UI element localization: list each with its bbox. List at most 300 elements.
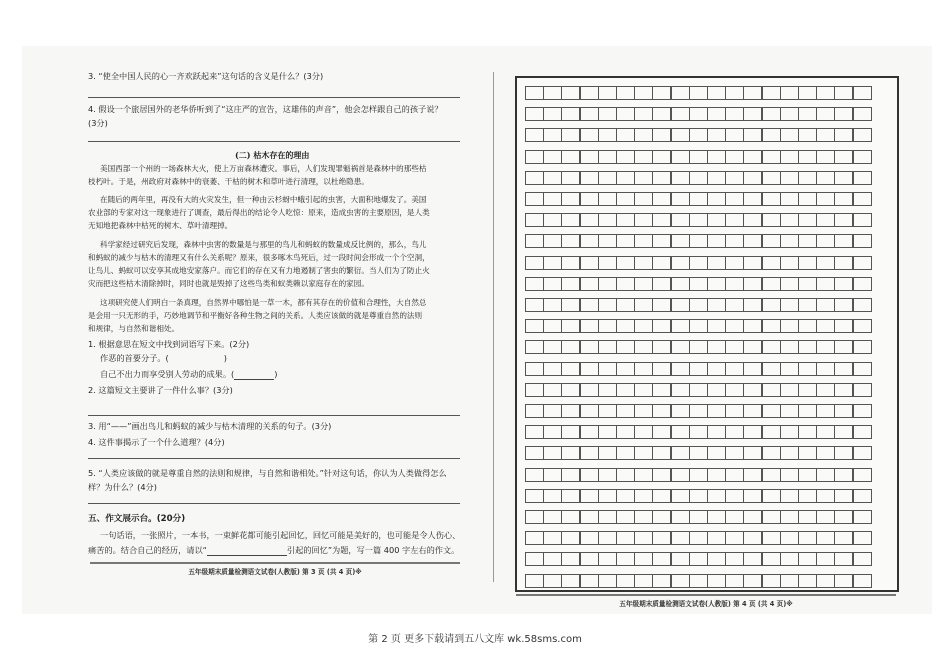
- grid-cell[interactable]: [671, 298, 690, 312]
- grid-cell[interactable]: [689, 256, 708, 270]
- grid-cell[interactable]: [816, 192, 835, 206]
- grid-cell[interactable]: [707, 171, 726, 185]
- grid-cell[interactable]: [762, 362, 781, 376]
- grid-cell[interactable]: [671, 574, 690, 588]
- grid-cell[interactable]: [671, 446, 690, 460]
- grid-cell[interactable]: [798, 531, 817, 545]
- grid-cell[interactable]: [543, 298, 562, 312]
- grid-cell[interactable]: [780, 234, 799, 248]
- grid-cell[interactable]: [634, 468, 653, 482]
- grid-cell[interactable]: [634, 552, 653, 566]
- grid-cell[interactable]: [816, 256, 835, 270]
- grid-cell[interactable]: [561, 192, 580, 206]
- grid-cell[interactable]: [671, 425, 690, 439]
- grid-cell[interactable]: [634, 531, 653, 545]
- grid-cell[interactable]: [580, 340, 599, 354]
- grid-cell[interactable]: [834, 150, 853, 164]
- grid-cell[interactable]: [543, 171, 562, 185]
- grid-cell[interactable]: [725, 531, 744, 545]
- grid-cell[interactable]: [689, 552, 708, 566]
- grid-cell[interactable]: [598, 234, 617, 248]
- grid-cell[interactable]: [743, 489, 762, 503]
- grid-cell[interactable]: [598, 510, 617, 524]
- grid-cell[interactable]: [561, 383, 580, 397]
- grid-cell[interactable]: [689, 192, 708, 206]
- grid-cell[interactable]: [725, 298, 744, 312]
- grid-cell[interactable]: [816, 425, 835, 439]
- grid-cell[interactable]: [616, 234, 635, 248]
- grid-cell[interactable]: [616, 531, 635, 545]
- grid-cell[interactable]: [652, 446, 671, 460]
- grid-cell[interactable]: [561, 128, 580, 142]
- grid-cell[interactable]: [743, 574, 762, 588]
- grid-cell[interactable]: [598, 574, 617, 588]
- grid-cell[interactable]: [652, 468, 671, 482]
- grid-cell[interactable]: [561, 510, 580, 524]
- grid-cell[interactable]: [816, 213, 835, 227]
- grid-cell[interactable]: [671, 404, 690, 418]
- grid-cell[interactable]: [598, 489, 617, 503]
- grid-cell[interactable]: [671, 340, 690, 354]
- grid-cell[interactable]: [561, 531, 580, 545]
- grid-cell[interactable]: [780, 298, 799, 312]
- grid-cell[interactable]: [634, 128, 653, 142]
- grid-cell[interactable]: [580, 128, 599, 142]
- grid-cell[interactable]: [853, 192, 872, 206]
- grid-cell[interactable]: [616, 277, 635, 291]
- grid-cell[interactable]: [853, 234, 872, 248]
- grid-cell[interactable]: [743, 319, 762, 333]
- grid-cell[interactable]: [652, 552, 671, 566]
- grid-cell[interactable]: [689, 425, 708, 439]
- grid-cell[interactable]: [543, 362, 562, 376]
- grid-cell[interactable]: [725, 277, 744, 291]
- grid-cell[interactable]: [525, 340, 544, 354]
- grid-cell[interactable]: [780, 171, 799, 185]
- grid-cell[interactable]: [598, 468, 617, 482]
- grid-cell[interactable]: [816, 86, 835, 100]
- grid-cell[interactable]: [543, 531, 562, 545]
- grid-cell[interactable]: [671, 277, 690, 291]
- grid-cell[interactable]: [543, 383, 562, 397]
- grid-cell[interactable]: [834, 468, 853, 482]
- grid-cell[interactable]: [816, 510, 835, 524]
- grid-cell[interactable]: [834, 128, 853, 142]
- grid-cell[interactable]: [707, 404, 726, 418]
- grid-cell[interactable]: [598, 531, 617, 545]
- grid-cell[interactable]: [580, 86, 599, 100]
- grid-cell[interactable]: [707, 277, 726, 291]
- grid-cell[interactable]: [543, 256, 562, 270]
- grid-cell[interactable]: [561, 319, 580, 333]
- grid-cell[interactable]: [853, 552, 872, 566]
- grid-cell[interactable]: [725, 446, 744, 460]
- grid-cell[interactable]: [853, 319, 872, 333]
- grid-cell[interactable]: [616, 128, 635, 142]
- grid-cell[interactable]: [707, 574, 726, 588]
- grid-cell[interactable]: [616, 256, 635, 270]
- grid-cell[interactable]: [616, 404, 635, 418]
- grid-cell[interactable]: [853, 362, 872, 376]
- grid-cell[interactable]: [780, 468, 799, 482]
- grid-cell[interactable]: [798, 340, 817, 354]
- essay-title-blank[interactable]: [207, 555, 287, 556]
- grid-cell[interactable]: [671, 510, 690, 524]
- grid-cell[interactable]: [598, 277, 617, 291]
- grid-cell[interactable]: [543, 86, 562, 100]
- grid-cell[interactable]: [616, 446, 635, 460]
- grid-cell[interactable]: [853, 510, 872, 524]
- grid-cell[interactable]: [634, 213, 653, 227]
- grid-cell[interactable]: [725, 107, 744, 121]
- grid-cell[interactable]: [689, 468, 708, 482]
- grid-cell[interactable]: [725, 404, 744, 418]
- grid-cell[interactable]: [598, 404, 617, 418]
- grid-cell[interactable]: [780, 362, 799, 376]
- grid-cell[interactable]: [834, 531, 853, 545]
- grid-cell[interactable]: [561, 552, 580, 566]
- grid-cell[interactable]: [561, 277, 580, 291]
- grid-cell[interactable]: [834, 256, 853, 270]
- grid-cell[interactable]: [689, 277, 708, 291]
- grid-cell[interactable]: [762, 425, 781, 439]
- grid-cell[interactable]: [598, 213, 617, 227]
- grid-cell[interactable]: [725, 234, 744, 248]
- grid-cell[interactable]: [743, 192, 762, 206]
- grid-cell[interactable]: [798, 86, 817, 100]
- grid-cell[interactable]: [743, 128, 762, 142]
- answer-blank[interactable]: [234, 379, 274, 380]
- grid-cell[interactable]: [762, 150, 781, 164]
- grid-cell[interactable]: [743, 362, 762, 376]
- grid-cell[interactable]: [580, 468, 599, 482]
- grid-cell[interactable]: [725, 128, 744, 142]
- grid-cell[interactable]: [634, 425, 653, 439]
- grid-cell[interactable]: [798, 107, 817, 121]
- grid-cell[interactable]: [671, 531, 690, 545]
- grid-cell[interactable]: [616, 510, 635, 524]
- grid-cell[interactable]: [834, 234, 853, 248]
- grid-cell[interactable]: [780, 86, 799, 100]
- grid-cell[interactable]: [743, 340, 762, 354]
- grid-cell[interactable]: [525, 404, 544, 418]
- grid-cell[interactable]: [798, 128, 817, 142]
- grid-cell[interactable]: [561, 86, 580, 100]
- grid-cell[interactable]: [689, 298, 708, 312]
- grid-cell[interactable]: [816, 234, 835, 248]
- grid-cell[interactable]: [798, 574, 817, 588]
- grid-cell[interactable]: [798, 298, 817, 312]
- grid-cell[interactable]: [634, 298, 653, 312]
- grid-cell[interactable]: [580, 362, 599, 376]
- grid-cell[interactable]: [580, 425, 599, 439]
- grid-cell[interactable]: [798, 256, 817, 270]
- grid-cell[interactable]: [525, 446, 544, 460]
- grid-cell[interactable]: [743, 552, 762, 566]
- grid-cell[interactable]: [743, 213, 762, 227]
- grid-cell[interactable]: [525, 319, 544, 333]
- grid-cell[interactable]: [580, 256, 599, 270]
- grid-cell[interactable]: [725, 86, 744, 100]
- grid-cell[interactable]: [525, 510, 544, 524]
- grid-cell[interactable]: [543, 468, 562, 482]
- grid-cell[interactable]: [725, 319, 744, 333]
- grid-cell[interactable]: [780, 213, 799, 227]
- grid-cell[interactable]: [707, 234, 726, 248]
- grid-cell[interactable]: [598, 319, 617, 333]
- grid-cell[interactable]: [689, 171, 708, 185]
- grid-cell[interactable]: [671, 489, 690, 503]
- grid-cell[interactable]: [634, 256, 653, 270]
- grid-cell[interactable]: [743, 298, 762, 312]
- grid-cell[interactable]: [725, 192, 744, 206]
- grid-cell[interactable]: [634, 489, 653, 503]
- grid-cell[interactable]: [816, 383, 835, 397]
- grid-cell[interactable]: [689, 404, 708, 418]
- grid-cell[interactable]: [725, 213, 744, 227]
- grid-cell[interactable]: [816, 319, 835, 333]
- grid-cell[interactable]: [743, 446, 762, 460]
- grid-cell[interactable]: [652, 277, 671, 291]
- grid-cell[interactable]: [561, 340, 580, 354]
- grid-cell[interactable]: [543, 574, 562, 588]
- grid-cell[interactable]: [707, 256, 726, 270]
- grid-cell[interactable]: [780, 107, 799, 121]
- grid-cell[interactable]: [598, 150, 617, 164]
- grid-cell[interactable]: [561, 362, 580, 376]
- grid-cell[interactable]: [743, 234, 762, 248]
- grid-cell[interactable]: [543, 489, 562, 503]
- grid-cell[interactable]: [543, 277, 562, 291]
- grid-cell[interactable]: [634, 171, 653, 185]
- grid-cell[interactable]: [762, 319, 781, 333]
- grid-cell[interactable]: [671, 128, 690, 142]
- grid-cell[interactable]: [634, 277, 653, 291]
- grid-cell[interactable]: [853, 425, 872, 439]
- grid-cell[interactable]: [598, 86, 617, 100]
- grid-cell[interactable]: [707, 86, 726, 100]
- grid-cell[interactable]: [652, 574, 671, 588]
- grid-cell[interactable]: [671, 213, 690, 227]
- grid-cell[interactable]: [543, 552, 562, 566]
- grid-cell[interactable]: [834, 574, 853, 588]
- grid-cell[interactable]: [798, 404, 817, 418]
- grid-cell[interactable]: [525, 234, 544, 248]
- grid-cell[interactable]: [671, 319, 690, 333]
- grid-cell[interactable]: [561, 425, 580, 439]
- grid-cell[interactable]: [580, 234, 599, 248]
- grid-cell[interactable]: [580, 277, 599, 291]
- grid-cell[interactable]: [580, 192, 599, 206]
- grid-cell[interactable]: [762, 107, 781, 121]
- grid-cell[interactable]: [689, 234, 708, 248]
- grid-cell[interactable]: [598, 107, 617, 121]
- grid-cell[interactable]: [780, 340, 799, 354]
- grid-cell[interactable]: [798, 319, 817, 333]
- grid-cell[interactable]: [743, 468, 762, 482]
- grid-cell[interactable]: [671, 107, 690, 121]
- grid-cell[interactable]: [780, 510, 799, 524]
- grid-cell[interactable]: [580, 489, 599, 503]
- grid-cell[interactable]: [780, 574, 799, 588]
- grid-cell[interactable]: [780, 383, 799, 397]
- grid-cell[interactable]: [853, 531, 872, 545]
- grid-cell[interactable]: [580, 531, 599, 545]
- grid-cell[interactable]: [853, 383, 872, 397]
- grid-cell[interactable]: [743, 383, 762, 397]
- grid-cell[interactable]: [707, 128, 726, 142]
- grid-cell[interactable]: [780, 319, 799, 333]
- grid-cell[interactable]: [762, 192, 781, 206]
- grid-cell[interactable]: [671, 362, 690, 376]
- grid-cell[interactable]: [634, 234, 653, 248]
- grid-cell[interactable]: [671, 383, 690, 397]
- grid-cell[interactable]: [762, 277, 781, 291]
- grid-cell[interactable]: [834, 277, 853, 291]
- grid-cell[interactable]: [525, 277, 544, 291]
- grid-cell[interactable]: [543, 446, 562, 460]
- grid-cell[interactable]: [853, 574, 872, 588]
- grid-cell[interactable]: [689, 150, 708, 164]
- grid-cell[interactable]: [834, 446, 853, 460]
- grid-cell[interactable]: [634, 510, 653, 524]
- grid-cell[interactable]: [834, 340, 853, 354]
- grid-cell[interactable]: [561, 213, 580, 227]
- grid-cell[interactable]: [853, 468, 872, 482]
- grid-cell[interactable]: [780, 277, 799, 291]
- grid-cell[interactable]: [652, 298, 671, 312]
- grid-cell[interactable]: [561, 298, 580, 312]
- grid-cell[interactable]: [598, 256, 617, 270]
- grid-cell[interactable]: [616, 574, 635, 588]
- grid-cell[interactable]: [780, 552, 799, 566]
- grid-cell[interactable]: [634, 319, 653, 333]
- grid-cell[interactable]: [580, 404, 599, 418]
- grid-cell[interactable]: [580, 446, 599, 460]
- grid-cell[interactable]: [634, 107, 653, 121]
- grid-cell[interactable]: [816, 489, 835, 503]
- grid-cell[interactable]: [762, 468, 781, 482]
- grid-cell[interactable]: [652, 510, 671, 524]
- grid-cell[interactable]: [834, 383, 853, 397]
- grid-cell[interactable]: [853, 107, 872, 121]
- grid-cell[interactable]: [652, 256, 671, 270]
- grid-cell[interactable]: [834, 362, 853, 376]
- grid-cell[interactable]: [816, 107, 835, 121]
- grid-cell[interactable]: [580, 107, 599, 121]
- grid-cell[interactable]: [616, 192, 635, 206]
- grid-cell[interactable]: [634, 86, 653, 100]
- grid-cell[interactable]: [725, 425, 744, 439]
- grid-cell[interactable]: [525, 213, 544, 227]
- grid-cell[interactable]: [853, 213, 872, 227]
- grid-cell[interactable]: [762, 404, 781, 418]
- grid-cell[interactable]: [525, 192, 544, 206]
- grid-cell[interactable]: [762, 446, 781, 460]
- grid-cell[interactable]: [652, 171, 671, 185]
- grid-cell[interactable]: [707, 298, 726, 312]
- grid-cell[interactable]: [689, 86, 708, 100]
- grid-cell[interactable]: [561, 574, 580, 588]
- grid-cell[interactable]: [816, 340, 835, 354]
- grid-cell[interactable]: [816, 128, 835, 142]
- grid-cell[interactable]: [634, 383, 653, 397]
- grid-cell[interactable]: [743, 277, 762, 291]
- grid-cell[interactable]: [834, 425, 853, 439]
- grid-cell[interactable]: [525, 468, 544, 482]
- grid-cell[interactable]: [725, 150, 744, 164]
- grid-cell[interactable]: [689, 362, 708, 376]
- grid-cell[interactable]: [652, 150, 671, 164]
- grid-cell[interactable]: [652, 425, 671, 439]
- grid-cell[interactable]: [634, 192, 653, 206]
- grid-cell[interactable]: [580, 574, 599, 588]
- grid-cell[interactable]: [834, 107, 853, 121]
- grid-cell[interactable]: [616, 150, 635, 164]
- grid-cell[interactable]: [561, 107, 580, 121]
- grid-cell[interactable]: [652, 234, 671, 248]
- grid-cell[interactable]: [671, 150, 690, 164]
- grid-cell[interactable]: [725, 171, 744, 185]
- grid-cell[interactable]: [798, 277, 817, 291]
- grid-cell[interactable]: [725, 256, 744, 270]
- grid-cell[interactable]: [543, 213, 562, 227]
- grid-cell[interactable]: [725, 362, 744, 376]
- grid-cell[interactable]: [580, 383, 599, 397]
- grid-cell[interactable]: [762, 340, 781, 354]
- grid-cell[interactable]: [743, 107, 762, 121]
- grid-cell[interactable]: [762, 213, 781, 227]
- grid-cell[interactable]: [816, 574, 835, 588]
- grid-cell[interactable]: [598, 128, 617, 142]
- grid-cell[interactable]: [834, 404, 853, 418]
- grid-cell[interactable]: [707, 425, 726, 439]
- grid-cell[interactable]: [725, 574, 744, 588]
- grid-cell[interactable]: [707, 340, 726, 354]
- grid-cell[interactable]: [525, 298, 544, 312]
- grid-cell[interactable]: [616, 425, 635, 439]
- grid-cell[interactable]: [798, 446, 817, 460]
- grid-cell[interactable]: [580, 298, 599, 312]
- grid-cell[interactable]: [798, 383, 817, 397]
- grid-cell[interactable]: [580, 171, 599, 185]
- grid-cell[interactable]: [598, 298, 617, 312]
- grid-cell[interactable]: [525, 128, 544, 142]
- grid-cell[interactable]: [561, 234, 580, 248]
- grid-cell[interactable]: [762, 489, 781, 503]
- grid-cell[interactable]: [853, 150, 872, 164]
- grid-cell[interactable]: [543, 234, 562, 248]
- grid-cell[interactable]: [652, 107, 671, 121]
- grid-cell[interactable]: [834, 213, 853, 227]
- grid-cell[interactable]: [725, 510, 744, 524]
- grid-cell[interactable]: [725, 383, 744, 397]
- grid-cell[interactable]: [780, 128, 799, 142]
- grid-cell[interactable]: [561, 446, 580, 460]
- grid-cell[interactable]: [834, 489, 853, 503]
- grid-cell[interactable]: [853, 404, 872, 418]
- grid-cell[interactable]: [652, 383, 671, 397]
- grid-cell[interactable]: [652, 192, 671, 206]
- grid-cell[interactable]: [816, 468, 835, 482]
- grid-cell[interactable]: [689, 319, 708, 333]
- grid-cell[interactable]: [853, 128, 872, 142]
- grid-cell[interactable]: [762, 128, 781, 142]
- grid-cell[interactable]: [762, 234, 781, 248]
- grid-cell[interactable]: [816, 298, 835, 312]
- grid-cell[interactable]: [798, 192, 817, 206]
- grid-cell[interactable]: [798, 171, 817, 185]
